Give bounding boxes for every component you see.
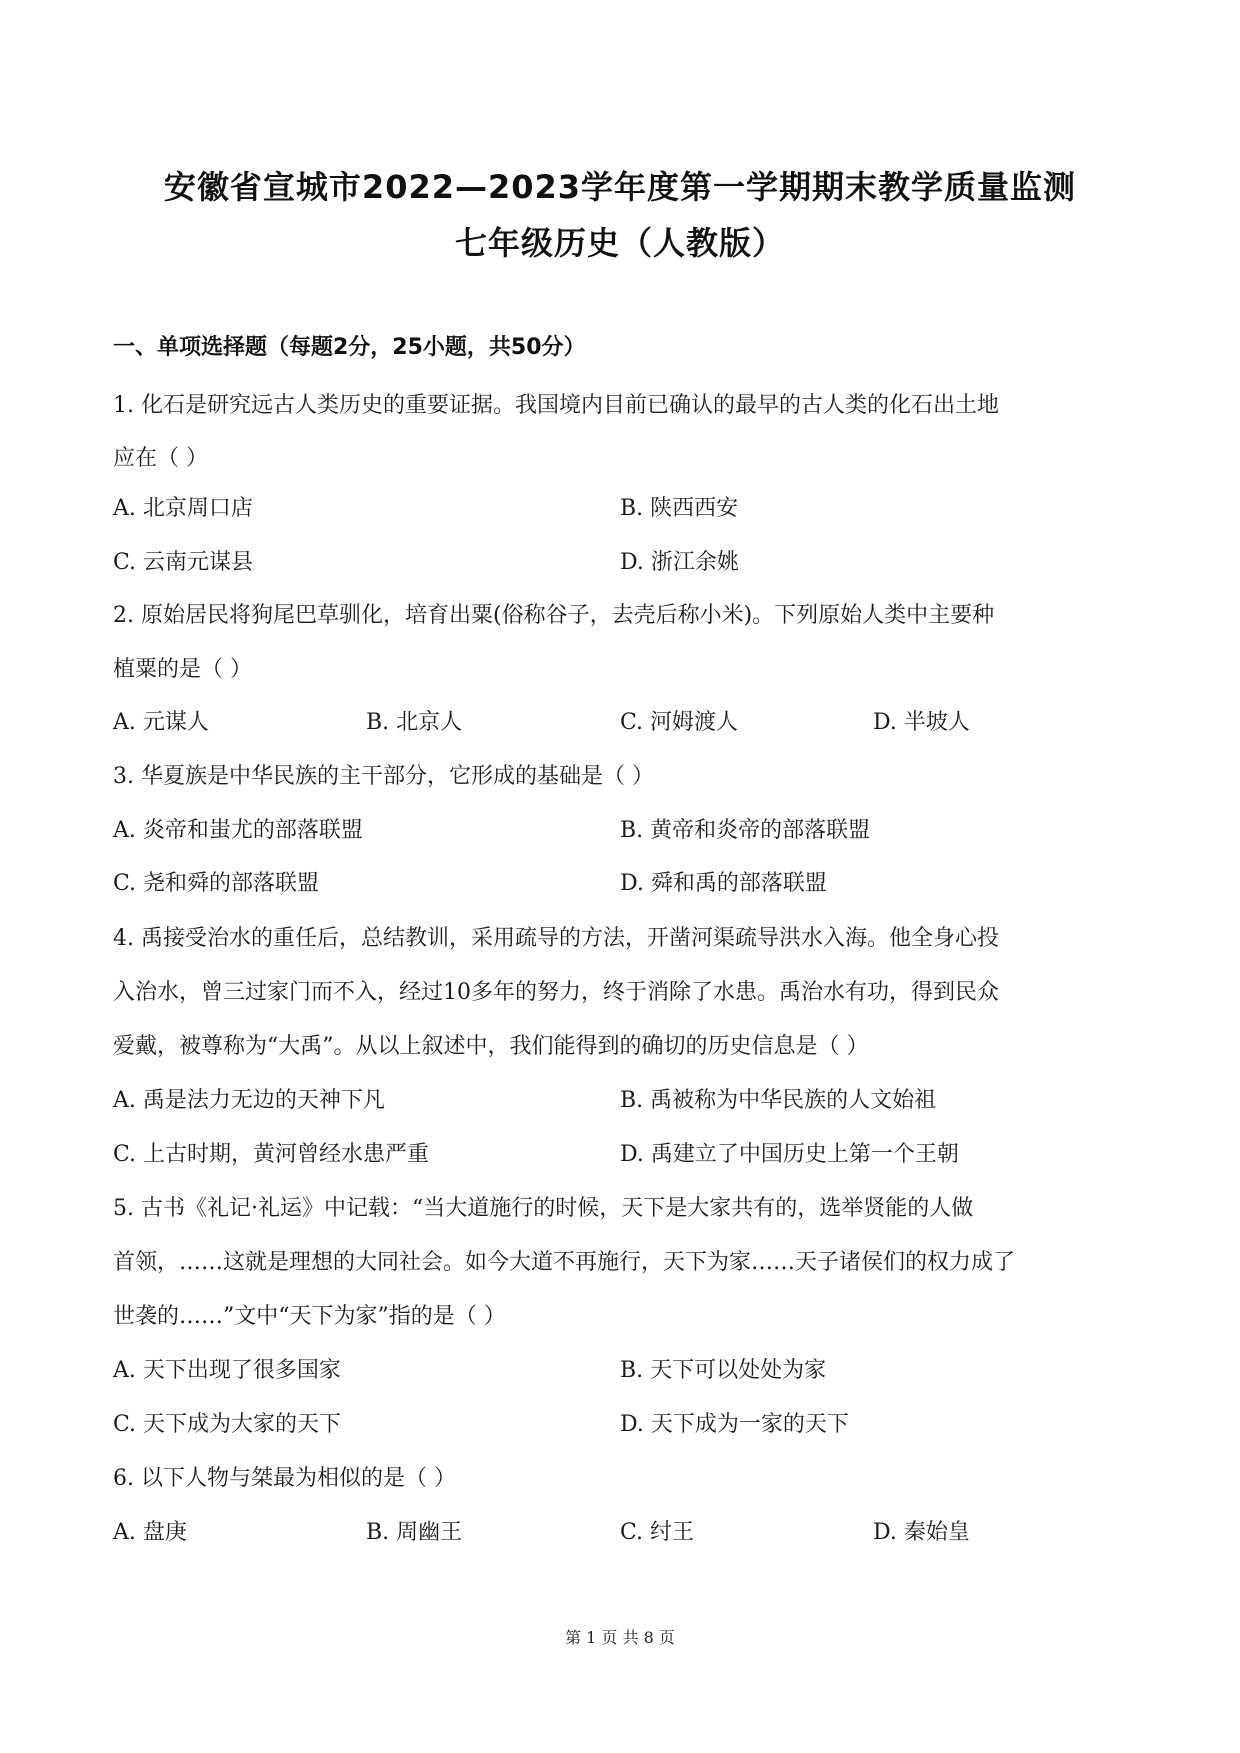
question-4-option-d: D. 禹建立了中国历史上第一个王朝 bbox=[620, 1142, 959, 1167]
question-2-line-2: 植粟的是（ ） bbox=[113, 657, 252, 682]
question-6-option-d: D. 秦始皇 bbox=[873, 1520, 970, 1545]
question-4-line-2: 入治水，曾三过家门而不入，经过10多年的努力，终于消除了水患。禹治水有功，得到民众 bbox=[113, 980, 999, 1005]
question-4-line-1: 4. 禹接受治水的重任后，总结教训，采用疏导的方法，开凿河渠疏导洪水入海。他全身心投 bbox=[113, 926, 999, 951]
question-2-option-a: A. 元谋人 bbox=[113, 710, 209, 735]
question-1-option-d: D. 浙江余姚 bbox=[620, 550, 739, 575]
question-6-option-a: A. 盘庚 bbox=[113, 1520, 187, 1545]
page-number-footer: 第 1 页 共 8 页 bbox=[565, 1628, 675, 1647]
question-3-option-c: C. 尧和舜的部落联盟 bbox=[113, 871, 320, 896]
question-1-line-1: 1. 化石是研究远古人类历史的重要证据。我国境内目前已确认的最早的古人类的化石出土地 bbox=[113, 393, 999, 418]
question-5-option-c: C. 天下成为大家的天下 bbox=[113, 1412, 342, 1437]
question-4-option-a: A. 禹是法力无边的天神下凡 bbox=[113, 1088, 385, 1113]
question-2-option-b: B. 北京人 bbox=[366, 710, 463, 735]
question-1-option-b: B. 陕西西安 bbox=[620, 496, 739, 521]
question-5-line-1: 5. 古书《礼记·礼运》中记载：“当大道施行的时候，天下是大家共有的，选举贤能的人做 bbox=[113, 1196, 974, 1221]
question-2-option-d: D. 半坡人 bbox=[873, 710, 970, 735]
question-4-option-b: B. 禹被称为中华民族的人文始祖 bbox=[620, 1088, 937, 1113]
question-5-line-2: 首领，……这就是理想的大同社会。如今大道不再施行，天下为家……天子诸侯们的权力成了 bbox=[113, 1250, 1016, 1275]
question-5-option-b: B. 天下可以处处为家 bbox=[620, 1358, 827, 1383]
question-3-line-1: 3. 华夏族是中华民族的主干部分，它形成的基础是（ ） bbox=[113, 764, 654, 789]
question-4-line-3: 爱戴，被尊称为“大禹”。从以上叙述中，我们能得到的确切的历史信息是（ ） bbox=[113, 1034, 869, 1059]
question-6-option-c: C. 纣王 bbox=[620, 1520, 695, 1545]
section-heading: 一、单项选择题（每题2分，25小题，共50分） bbox=[113, 335, 586, 360]
question-1-option-c: C. 云南元谋县 bbox=[113, 550, 254, 575]
question-5-option-a: A. 天下出现了很多国家 bbox=[113, 1358, 341, 1383]
question-3-option-a: A. 炎帝和蚩尤的部落联盟 bbox=[113, 818, 363, 843]
question-1-line-2: 应在（ ） bbox=[113, 446, 208, 471]
question-4-option-c: C. 上古时期，黄河曾经水患严重 bbox=[113, 1142, 430, 1167]
question-5-line-3: 世袭的……”文中“天下为家”指的是（ ） bbox=[113, 1304, 506, 1329]
question-6-option-b: B. 周幽王 bbox=[366, 1520, 463, 1545]
exam-subtitle: 七年级历史（人教版） bbox=[454, 224, 785, 262]
question-5-option-d: D. 天下成为一家的天下 bbox=[620, 1412, 849, 1437]
question-2-line-1: 2. 原始居民将狗尾巴草驯化，培育出粟(俗称谷子，去壳后称小米)。下列原始人类中主要种 bbox=[113, 603, 995, 628]
question-1-option-a: A. 北京周口店 bbox=[113, 496, 253, 521]
question-6-line-1: 6. 以下人物与桀最为相似的是（ ） bbox=[113, 1466, 456, 1491]
exam-title: 安徽省宣城市2022—2023学年度第一学期期末教学质量监测 bbox=[163, 168, 1077, 206]
question-3-option-d: D. 舜和禹的部落联盟 bbox=[620, 871, 827, 896]
question-2-option-c: C. 河姆渡人 bbox=[620, 710, 739, 735]
question-3-option-b: B. 黄帝和炎帝的部落联盟 bbox=[620, 818, 871, 843]
